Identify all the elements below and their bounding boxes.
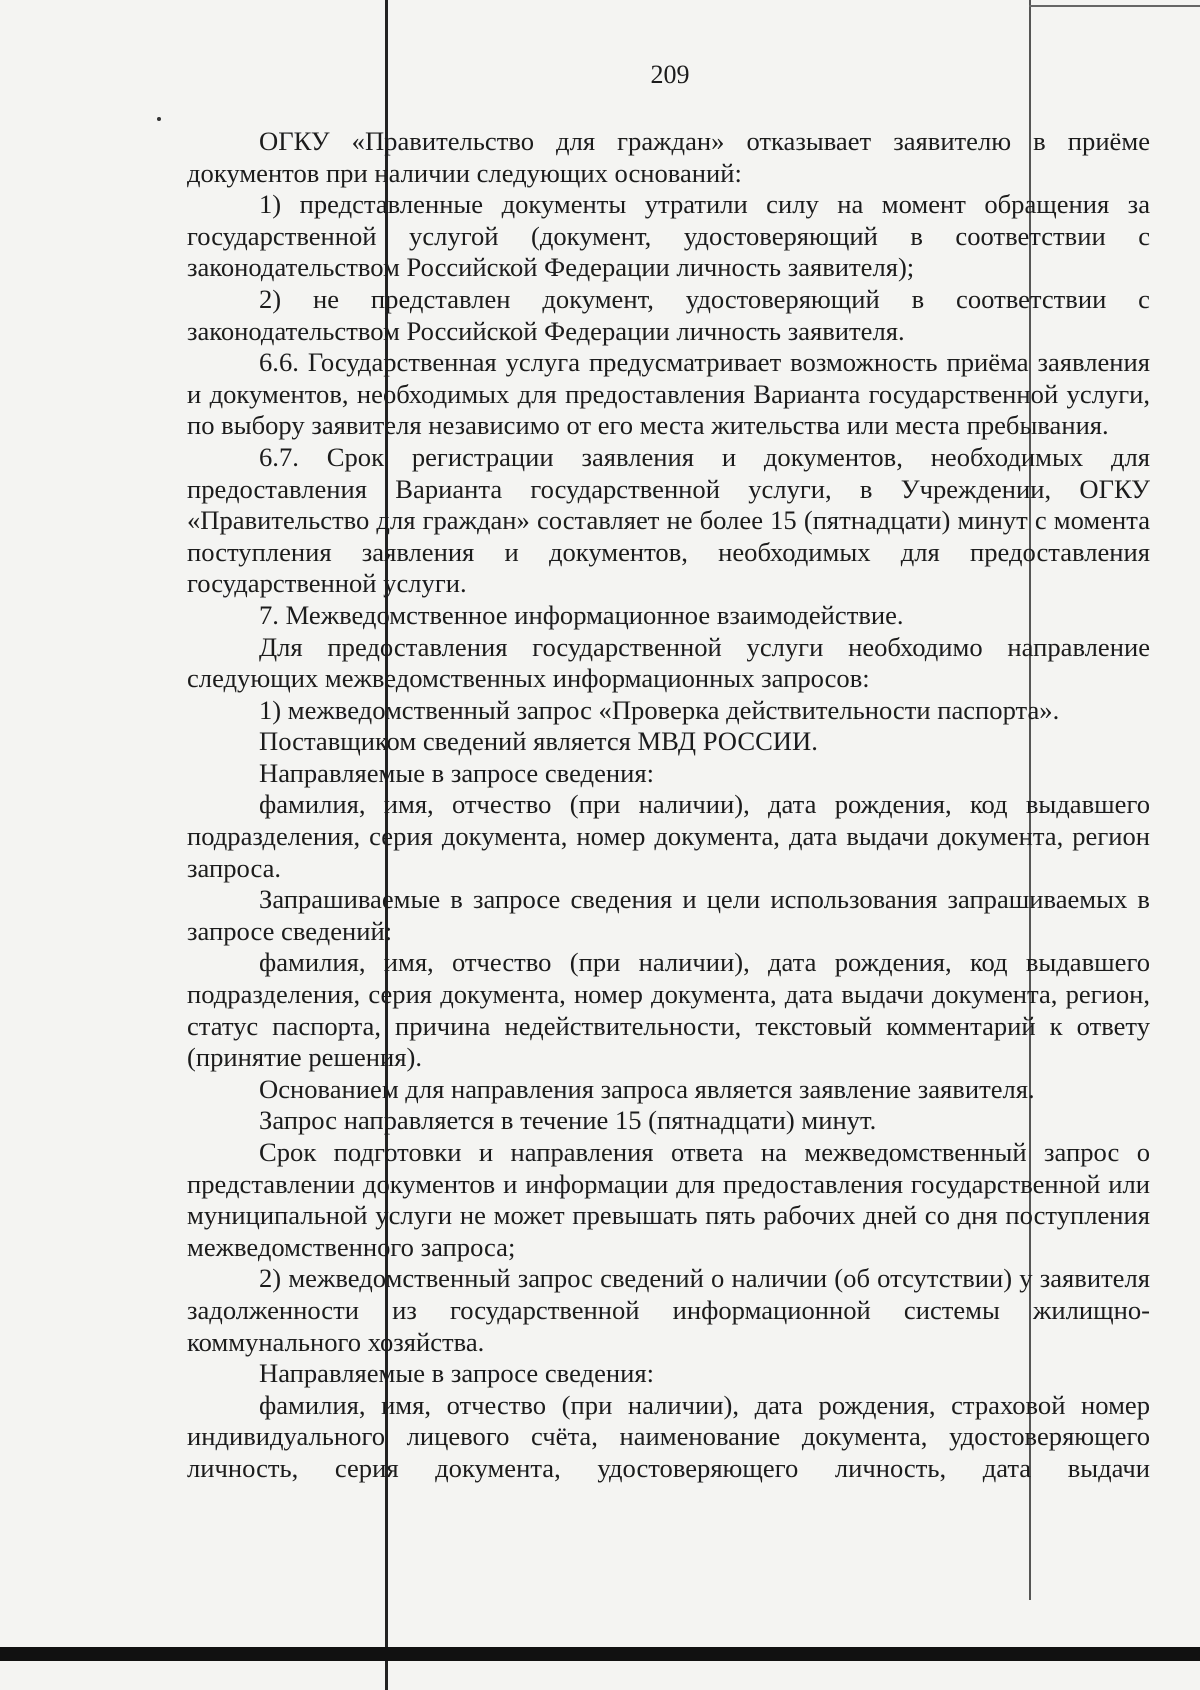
paragraph: Поставщиком сведений является МВД РОССИИ. (259, 726, 818, 757)
paragraph: Срок подготовки и направления ответа на межведомственный запрос о представлении документов и информации для предоставления государственной или муниципальной услуги не может превышать пять рабочих дней со дня поступления межведомственного запроса; (187, 1137, 1150, 1262)
paragraph: Запрашиваемые в запросе сведения и цели использования запрашиваемых в запросе сведений: (187, 884, 1150, 946)
paragraph: 1) межведомственный запрос «Проверка действительности паспорта». (259, 694, 1060, 725)
paragraph: Основанием для направления запроса является заявление заявителя. (259, 1073, 1035, 1104)
paragraph: 2) межведомственный запрос сведений о наличии (об отсутствии) у заявителя задолженности из государственной информационной системы жилищно-коммунального хозяйства. (187, 1263, 1150, 1357)
paragraph: 1) представленные документы утратили силу на момент обращения за государственной услугой (документ, удостоверяющий в соответствии с законодательством Российской Федерации личность заявителя); (187, 189, 1150, 283)
paragraph: Запрос направляется в течение 15 (пятнадцати) минут. (259, 1105, 877, 1136)
paragraph: Для предоставления государственной услуги необходимо направление следующих межведомственных информационных запросов: (187, 631, 1150, 694)
paragraph: Направляемые в запросе сведения: (259, 757, 654, 788)
paragraph: 2) не представлен документ, удостоверяющий в соответствии с законодательством Российской Федерации личность заявителя. (187, 283, 1150, 346)
scan-artifact-dot (157, 117, 161, 121)
paragraph: фамилия, имя, отчество (при наличии), дата рождения, код выдавшего подразделения, серия документа, номер документа, дата выдачи документа, регион запроса. (187, 789, 1150, 883)
paragraph: фамилия, имя, отчество (при наличии), дата рождения, страховой номер индивидуального лицевого счёта, наименование документа, удостоверяющего личность, серия документа, удостоверяющего личность, дата выдачи (187, 1389, 1150, 1483)
scan-artifact-line (1029, 5, 1200, 7)
paragraph: 6.6. Государственная услуга предусматривает возможность приёма заявления и документов, необходимых для предоставления Варианта государственной услуги, по выбору заявителя независимо от его места жительства или места пребывания. (187, 347, 1150, 441)
document-body (187, 126, 1150, 1485)
scan-artifact-bar (0, 1647, 1200, 1661)
paragraph: Направляемые в запросе сведения: (259, 1358, 654, 1389)
paragraph: 6.7. Срок регистрации заявления и документов, необходимых для предоставления Варианта государственной услуги, в Учреждении, ОГКУ «Правительство для граждан» составляет не более 15 (пятнадцати) минут с момента поступления заявления и документов, необходимых для предоставления государственной услуги. (187, 441, 1150, 599)
paragraph: фамилия, имя, отчество (при наличии), дата рождения, код выдавшего подразделения, серия документа, номер документа, дата выдачи документа, регион, статус паспорта, причина недействительности, текстовый комментарий к ответу (принятие решения). (187, 947, 1150, 1073)
paragraph: 7. Межведомственное информационное взаимодействие. (259, 599, 904, 630)
paragraph: ОГКУ «Правительство для граждан» отказывает заявителю в приёме документов при наличии следующих оснований: (187, 126, 1150, 188)
page-number: 209 (650, 60, 690, 89)
